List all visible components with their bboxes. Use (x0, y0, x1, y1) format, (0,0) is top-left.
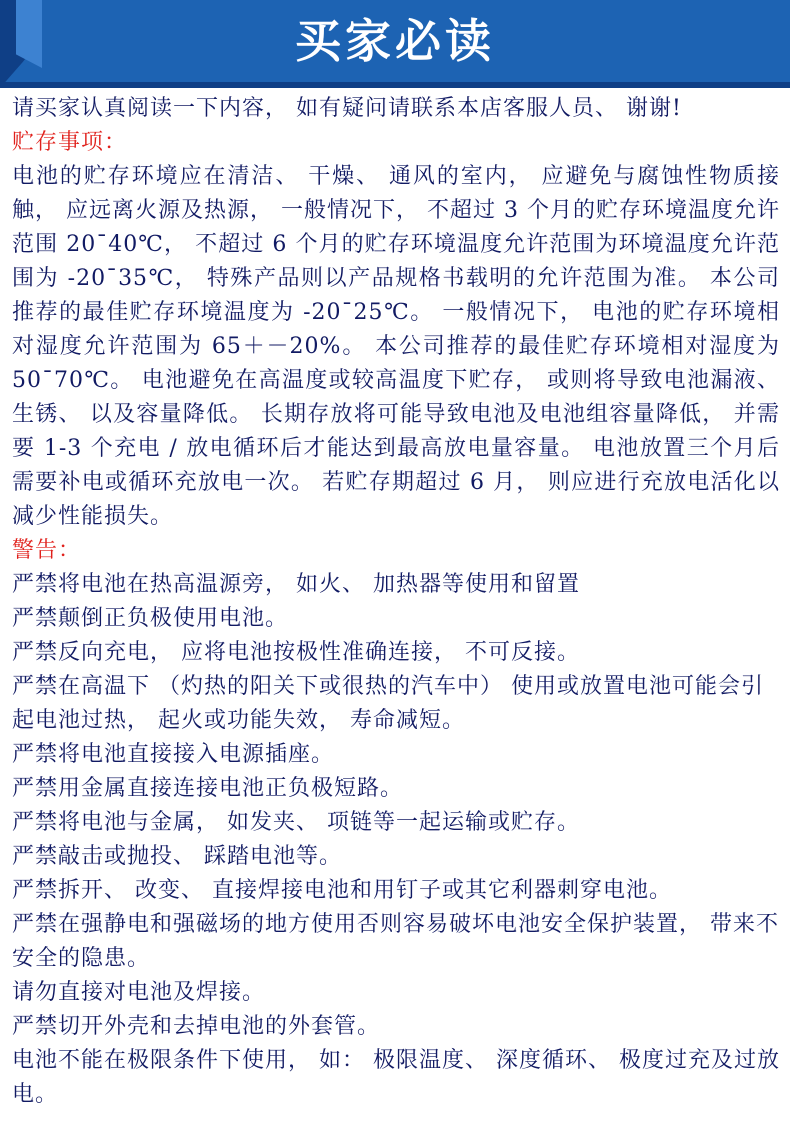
intro-text: 请买家认真阅读一下内容， 如有疑问请联系本店客服人员、 谢谢! (12, 96, 682, 121)
storage-heading: 贮存事项： (12, 130, 128, 155)
title-banner (0, 0, 790, 88)
banner-bottom-rule (0, 82, 790, 88)
warning-item: 严禁拆开、 改变、 直接焊接电池和用钉子或其它利器刺穿电池。 (12, 878, 672, 903)
warning-item: 严禁反向充电， 应将电池按极性准确连接， 不可反接。 (12, 640, 580, 665)
warning-heading: 警告： (12, 538, 82, 563)
warning-item: 严禁将电池与金属， 如发夹、 项链等一起运输或贮存。 (12, 810, 580, 835)
page-title: 买家必读 (295, 14, 495, 68)
warning-list (12, 568, 780, 1112)
storage-paragraph: 电池的贮存环境应在清洁、 干燥、 通风的室内， 应避免与腐蚀性物质接触， 应远离火源及热源， 一般情况下， 不超过 3 个月的贮存环境温度允许范围 20¯40℃， 不超过 6 个月的贮存环境温度允许范围为环境温度允许范围为 -20¯35℃， 特殊产品则以产品规格书载明的允许范围为准。 本公司推荐的最佳贮存环境温度为 -20¯25℃。 一般情况下， 电池的贮存环境相对湿度允许范围为 65＋－20%。 本公司推荐的最佳贮存环境相对湿度为 50¯70℃。 电池避免在高温度或较高温度下贮存， 或则将导致电池漏液、 生锈、 以及容量降低。 长期存放将可能导致电池及电池组容量降低， 并需要 1-3 个充电 / 放电循环后才能达到最高放电量容量。 电池放置三个月后需要补电或循环充放电一次。 若贮存期超过 6 月， 则应进行充放电活化以减少性能损失。 (12, 164, 780, 529)
warning-item: 请勿直接对电池及焊接。 (12, 980, 266, 1005)
warning-item: 严禁将电池在热高温源旁， 如火、 加热器等使用和留置 (12, 572, 580, 597)
warning-item: 严禁用金属直接连接电池正负极短路。 (12, 776, 404, 801)
warning-item: 严禁敲击或抛投、 踩踏电池等。 (12, 844, 342, 869)
warning-item: 严禁在强静电和强磁场的地方使用否则容易破坏电池安全保护装置， 带来不安全的隐患。 (12, 912, 779, 971)
warning-item: 严禁在高温下 （灼热的阳关下或很热的汽车中） 使用或放置电池可能会引起电池过热， 起火或功能失效， 寿命减短。 (12, 674, 764, 733)
warning-item: 严禁切开外壳和去掉电池的外套管。 (12, 1014, 381, 1039)
document-body (12, 92, 780, 1112)
warning-item: 严禁颠倒正负极使用电池。 (12, 606, 289, 631)
warning-item: 严禁将电池直接接入电源插座。 (12, 742, 335, 767)
warning-item: 电池不能在极限条件下使用， 如： 极限温度、 深度循环、 极度过充及过放电。 (12, 1048, 780, 1107)
